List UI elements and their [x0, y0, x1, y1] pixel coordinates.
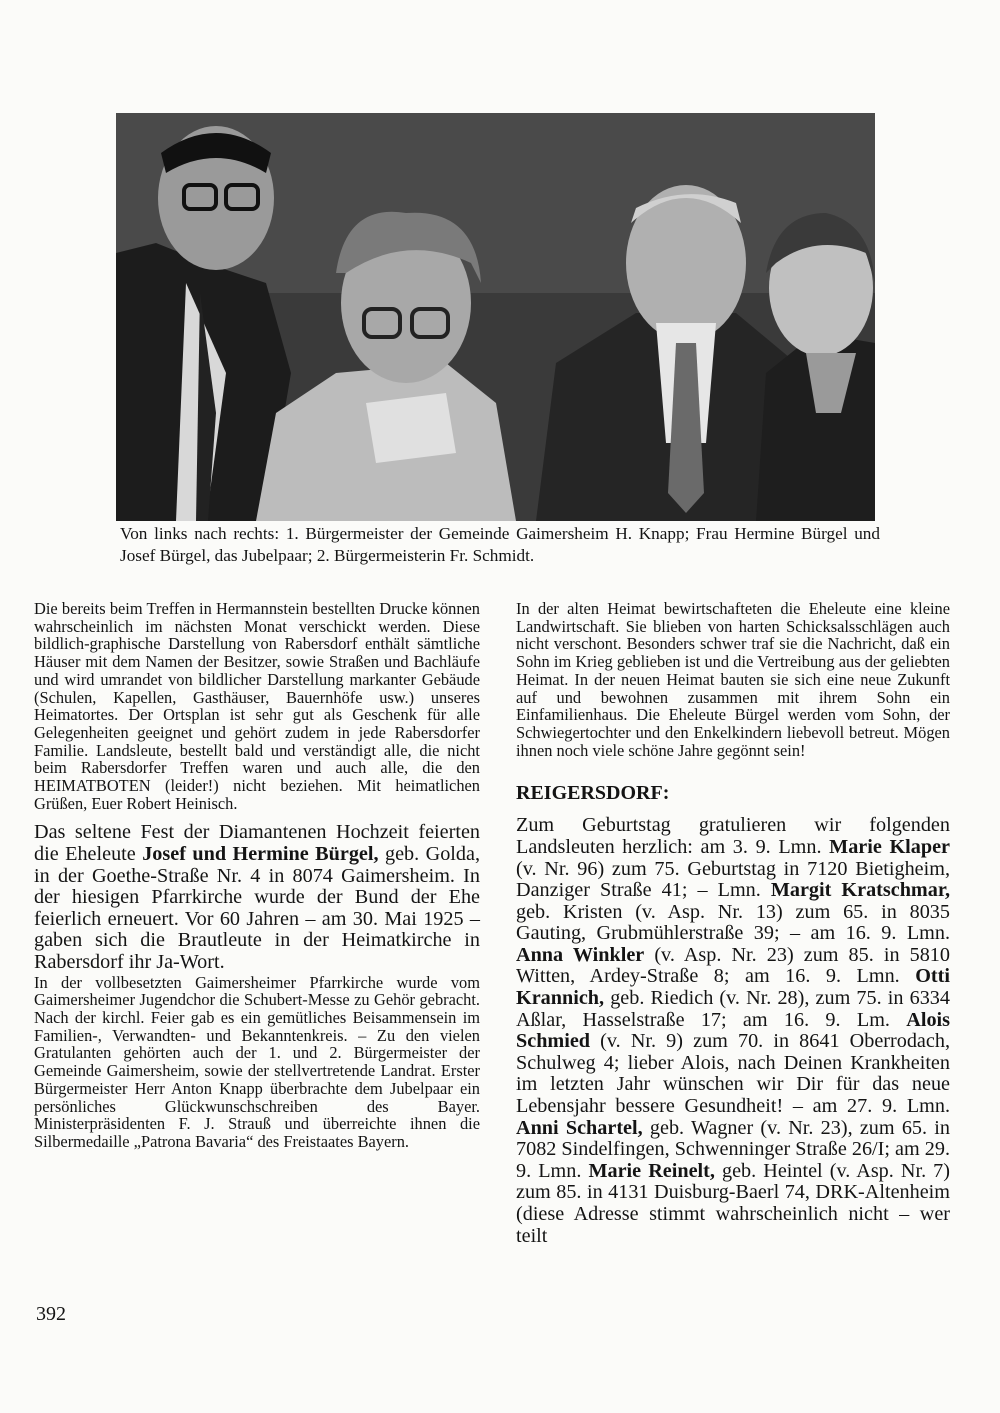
text-segment: (v. Nr. 9) zum 70. in 8641 Oberrodach, Schulweg 4; lieber Alois, nach Deinen Krankheiten im letzten Jahr wünschen wir Dir für das neue Lebensjahr bessere Gesundheit! – am 27. 9. Lmn.: [516, 1030, 950, 1118]
text-segment: Das seltene Fest der Diamantenen Hochzeit feierten die Eheleute: [34, 821, 480, 866]
geburtstag-paragraph: [516, 815, 950, 1247]
name-bold: Alois Schmied: [516, 1008, 950, 1053]
photograph-four-people-icon: [116, 113, 875, 521]
ortsplan-paragraph: Die bereits beim Treffen in Hermannstein bestellten Drucke können wahrscheinlich im nächsten Monat verschickt werden. Diese bildlich-graphische Darstellung von Rabersdorf enthält sämtliche Häuser mit dem Namen der Besitzer, sowie Straßen und Bachläufe und wird umrandet von bildlicher Darstellung markanter Gebäude (Schulen, Kapellen, Gasthäuser, Bauernhöfe usw.) unseres Heimatortes. Der Ortsplan ist sehr gut als Geschenk für alle Gelegenheiten geeignet und gehört zudem in jede Rabersdorfer Familie. Landsleute, bestellt bald und verständigt alle, die nicht beim Rabersdorfer Treffen waren und auch alle, die den HEIMATBOTEN (leider!) nicht beziehen. Mit heimatlichen Grüßen, Euer Robert Heinisch.: [34, 599, 480, 813]
page-number: 392: [36, 1303, 66, 1325]
name-bold: Margit Kratschmar,: [770, 879, 950, 902]
name-bold: Marie Reinelt,: [588, 1159, 715, 1182]
name-bold: Josef und Hermine Bürgel,: [142, 843, 379, 866]
name-bold: Otti Krannich,: [516, 965, 950, 1010]
name-bold: Anna Winkler: [516, 943, 645, 966]
text-segment: geb. Wagner (v. Nr. 23), zum 65. in 7082 Sindelfingen, Schwenninger Straße 26/I; am 29. 9. Lmn.: [516, 1116, 950, 1182]
photo-caption: Von links nach rechts: 1. Bürgermeister der Gemeinde Gaimersheim H. Knapp; Frau Hermine Bürgel und Josef Bürgel, das Jubelpaar; 2. Bürgermeisterin Fr. Schmidt.: [120, 524, 880, 565]
text-segment: geb. Riedich (v. Nr. 28), zum 75. in 6334 Aßlar, Hasselstraße 17; am 16. 9. Lm.: [516, 987, 950, 1031]
left-column: [34, 600, 480, 1151]
text-segment: geb. Kristen (v. Asp. Nr. 13) zum 65. in 8035 Gauting, Grubmühlerstraße 39; – am 16. 9. Lmn.: [516, 900, 950, 945]
section-heading-reigersdorf: REIGERSDORF:: [516, 782, 670, 805]
text-segment: geb. Golda, in der Goethe-Straße Nr. 4 in 8074 Gaimersheim. In der hiesigen Pfarrkirche wurde der Bund der Ehe feierlich erneuert. Vor 60 Jahren – am 30. Mai 1925 – gaben sich die Brautleute in der Heimatkirche in Rabersdorf ihr Ja-Wort.: [34, 843, 481, 973]
landwirtschaft-paragraph: In der alten Heimat bewirtschafteten die Eheleute eine kleine Landwirtschaft. Sie blieben von harten Schicksalsschlägen auch nicht verschont. Besonders schwer traf sie die Nachricht, daß ein Sohn im Krieg geblieben ist und die Vertreibung aus der geliebten Heimat. In der neuen Heimat bauten sie sich eine neue Zukunft auf und bewohnen zusammen mit ihrem Sohn ein Einfamilienhaus. Die Eheleute Bürgel werden vom Sohn, der Schwiegertochter und den Enkelkindern liebevoll betreut. Mögen ihnen noch viele schöne Jahre gegönnt sein!: [516, 599, 950, 760]
diamantene-hochzeit-paragraph: [34, 822, 480, 973]
text-segment: geb. Heintel (v. Asp. Nr. 7) zum 85. in 4131 Duisburg-Baerl 74, DRK-Altenheim (diese Adresse stimmt wahrscheinlich nicht – wer teilt: [516, 1159, 950, 1247]
right-column: [516, 600, 950, 1247]
text-segment: (v. Nr. 96) zum 75. Geburtstag in 7120 Bietigheim, Danziger Straße 41; – Lmn.: [516, 857, 950, 902]
text-segment: Zum Geburtstag gratulieren wir folgenden Landsleuten herzlich: am 3. 9. Lmn.: [516, 814, 950, 858]
feier-paragraph: In der vollbesetzten Gaimersheimer Pfarrkirche wurde vom Gaimersheimer Jugendchor die Schubert-Messe zu Gehör gebracht. Nach der kirchl. Feier gab es ein gemütliches Beisammensein im Familien-, Verwandten- und Bekanntenkreis. – Zu den vielen Gratulanten gehörten auch der 1. und 2. Bürgermeister der Gemeinde Gaimersheim, sowie der stellvertretende Landrat. Erster Bürgermeister Herr Anton Knapp überbrachte dem Jubelpaar ein persönliches Glückwunschschreiben des Bayer. Ministerpräsidenten F. J. Strauß und überreichte ihnen die Silbermedaille „Patrona Bavaria“ des Freistaates Bayern.: [34, 972, 480, 1151]
name-bold: Marie Klaper: [829, 835, 950, 858]
text-segment: (v. Asp. Nr. 23) zum 85. in 5810 Witten, Ardey-Straße 8; am 16. 9. Lmn.: [516, 943, 950, 988]
name-bold: Anni Schartel,: [516, 1116, 643, 1139]
